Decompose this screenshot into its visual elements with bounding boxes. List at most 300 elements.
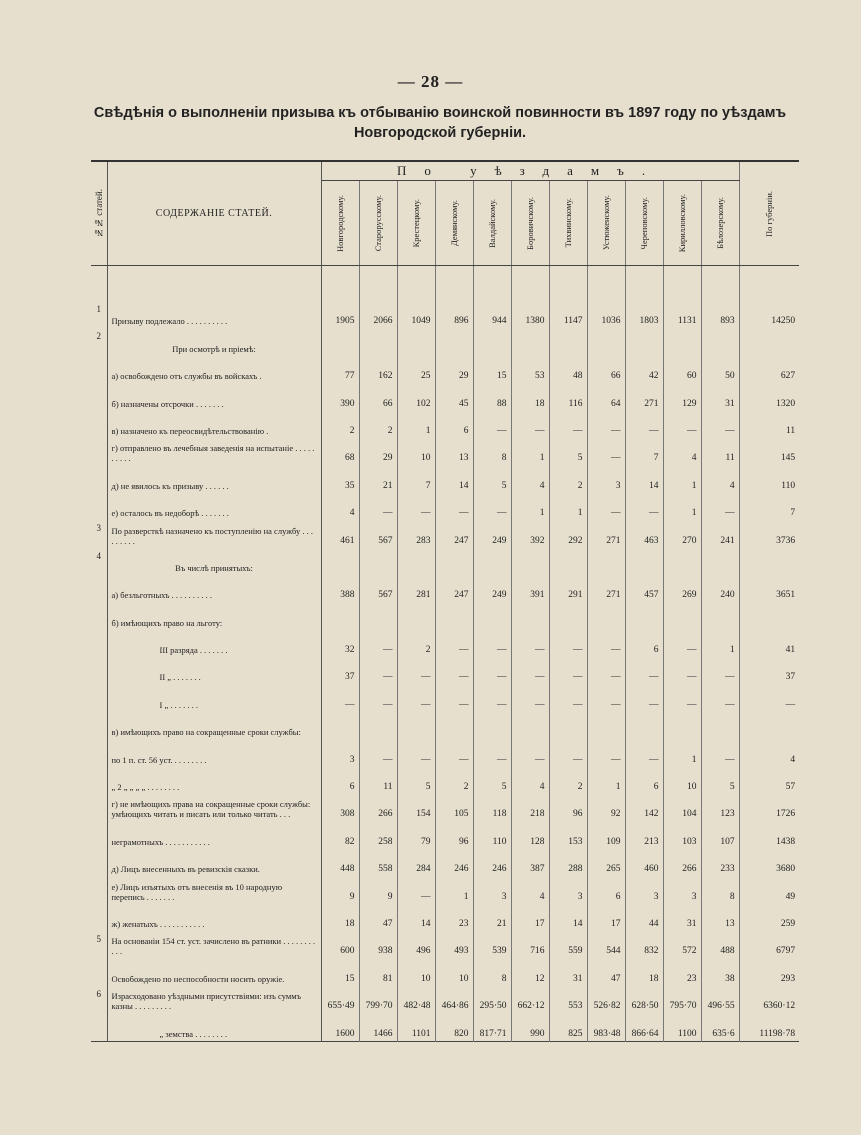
table-cell: 105 (435, 794, 473, 821)
table-cell: 983·48 (587, 1013, 625, 1041)
table-cell: 266 (359, 794, 397, 821)
table-cell: 10 (397, 958, 435, 985)
table-cell: — (549, 657, 587, 684)
table-cell: 567 (359, 575, 397, 602)
table-cell: 825 (549, 1013, 587, 1041)
table-row (91, 575, 799, 602)
table-row (91, 849, 799, 876)
row-label: I „ . . . . . . . (107, 684, 321, 711)
table-cell: 2 (321, 411, 359, 438)
table-cell: 6 (625, 630, 663, 657)
table-cell: 1036 (587, 301, 625, 328)
column-header: Старорусскому. (359, 181, 397, 266)
table-row (91, 411, 799, 438)
row-label: III разряда . . . . . . . (107, 630, 321, 657)
table-cell: 258 (359, 821, 397, 848)
table-cell: 10 (435, 958, 473, 985)
row-number: 6 (91, 986, 107, 1013)
table-cell (663, 548, 701, 575)
table-cell (701, 328, 739, 355)
row-label: по 1 п. ст. 56 уст. . . . . . . . . (107, 739, 321, 766)
table-cell (473, 712, 511, 739)
table-cell: 92 (587, 794, 625, 821)
table-cell: 392 (511, 520, 549, 547)
table-row (91, 821, 799, 848)
table-cell: 116 (549, 383, 587, 410)
spacer-row (91, 266, 799, 302)
table-cell: 1726 (776, 809, 796, 820)
table-cell: 118 (473, 794, 511, 821)
table-cell: 129 (663, 383, 701, 410)
table-cell: 213 (625, 821, 663, 848)
table-cell: 6 (587, 876, 625, 903)
table-cell: — (625, 739, 663, 766)
table-cell: 448 (321, 849, 359, 876)
table-cell: — (397, 684, 435, 711)
table-cell: 53 (511, 356, 549, 383)
table-row (91, 931, 799, 958)
table-cell: 6360·12 (763, 1001, 796, 1012)
table-cell: 17 (587, 904, 625, 931)
table-cell: 655·49 (321, 986, 359, 1013)
table-cell: — (321, 684, 359, 711)
table-cell: 8 (473, 438, 511, 465)
table-cell: 60 (663, 356, 701, 383)
row-label: Въ числѣ принятыхъ: (107, 548, 321, 575)
table-cell (663, 328, 701, 355)
table-cell: 14 (397, 904, 435, 931)
row-label: неграмотныхъ . . . . . . . . . . . (107, 821, 321, 848)
row-number (91, 958, 107, 985)
table-cell: 9 (321, 876, 359, 903)
table-cell: 64 (587, 383, 625, 410)
table-cell: 79 (397, 821, 435, 848)
column-header: Новгородскому. (321, 181, 359, 266)
table-cell (739, 712, 799, 739)
table-cell: 247 (435, 520, 473, 547)
row-number: 1 (91, 301, 107, 328)
table-cell: 457 (625, 575, 663, 602)
table-cell: 496 (397, 931, 435, 958)
table-cell: — (625, 493, 663, 520)
table-cell (397, 712, 435, 739)
table-cell: 37 (785, 672, 796, 683)
row-number (91, 411, 107, 438)
table-cell: — (397, 493, 435, 520)
table-cell: 387 (511, 849, 549, 876)
table-cell: 14250 (771, 316, 796, 327)
row-number (91, 904, 107, 931)
table-cell: 990 (511, 1013, 549, 1041)
table-cell: — (701, 657, 739, 684)
table-cell: 4 (511, 465, 549, 492)
table-cell: — (511, 684, 549, 711)
table-cell: — (359, 630, 397, 657)
row-label: На основаніи 154 ст. уст. зачислено въ ратники . . . . . . . . . . . (107, 931, 321, 958)
table-cell: — (359, 657, 397, 684)
table-cell: 15 (473, 356, 511, 383)
table-cell: 11 (359, 767, 397, 794)
table-cell (739, 548, 799, 575)
table-cell (625, 602, 663, 629)
table-cell: 247 (435, 575, 473, 602)
table-cell: 8 (473, 958, 511, 985)
table-cell: 66 (359, 383, 397, 410)
column-header: Боровичскому. (511, 181, 549, 266)
table-cell: 13 (435, 438, 473, 465)
table-cell: 938 (359, 931, 397, 958)
table-cell (435, 712, 473, 739)
table-cell: 283 (397, 520, 435, 547)
table-cell: 57 (785, 782, 796, 793)
table-cell: 123 (701, 794, 739, 821)
table-cell: 11 (701, 438, 739, 465)
table-row (91, 301, 799, 328)
table-cell: 1147 (549, 301, 587, 328)
table-row (91, 712, 799, 739)
content-header: СОДЕРЖАНІЕ СТАТЕЙ. (107, 161, 321, 266)
table-row (91, 657, 799, 684)
table-cell: 7 (397, 465, 435, 492)
table-cell: 893 (701, 301, 739, 328)
table-cell: 31 (549, 958, 587, 985)
table-cell: 10 (397, 438, 435, 465)
table-cell: — (359, 684, 397, 711)
table-cell: — (625, 411, 663, 438)
column-header: Тихвинскому. (549, 181, 587, 266)
table-cell: 4 (663, 438, 701, 465)
column-header: Валдайскому. (473, 181, 511, 266)
table-cell: 284 (397, 849, 435, 876)
row-number (91, 383, 107, 410)
table-cell: 896 (435, 301, 473, 328)
table-cell: 600 (321, 931, 359, 958)
row-number (91, 630, 107, 657)
table-cell: 496·55 (701, 986, 739, 1013)
table-cell (739, 602, 799, 629)
table-cell: — (473, 657, 511, 684)
column-header: Череповскому. (625, 181, 663, 266)
table-cell: 1380 (511, 301, 549, 328)
table-cell: 31 (663, 904, 701, 931)
table-cell: 18 (511, 383, 549, 410)
row-label: д) Лицъ внесенныхъ въ ревизскія сказки. (107, 849, 321, 876)
table-cell: 488 (701, 931, 739, 958)
table-row (91, 356, 799, 383)
table-row (91, 876, 799, 903)
num-header: №№ статей. (91, 161, 107, 266)
table-cell: 38 (701, 958, 739, 985)
row-number (91, 684, 107, 711)
table-cell: 42 (625, 356, 663, 383)
table-cell: — (511, 411, 549, 438)
table-cell (359, 328, 397, 355)
table-cell: 293 (780, 973, 796, 984)
table-cell: 1 (663, 739, 701, 766)
table-row (91, 438, 799, 465)
table-cell (625, 548, 663, 575)
table-cell: 4 (790, 754, 796, 765)
row-number (91, 767, 107, 794)
table-cell (473, 328, 511, 355)
table-cell (511, 602, 549, 629)
table-row (91, 767, 799, 794)
table-cell (701, 548, 739, 575)
table-cell: 2 (549, 465, 587, 492)
table-cell: — (587, 493, 625, 520)
table-cell: — (511, 630, 549, 657)
table-cell: 49 (785, 891, 796, 902)
table-cell: 493 (435, 931, 473, 958)
table-cell: — (549, 739, 587, 766)
table-cell: — (587, 739, 625, 766)
table-cell: 308 (321, 794, 359, 821)
table-cell: — (587, 438, 625, 465)
table-cell (511, 712, 549, 739)
table-cell: 5 (701, 767, 739, 794)
table-cell: 795·70 (663, 986, 701, 1013)
table-cell: 3 (587, 465, 625, 492)
table-cell: 281 (397, 575, 435, 602)
table-cell: 799·70 (359, 986, 397, 1013)
table-cell: 2066 (359, 301, 397, 328)
table-cell: 9 (359, 876, 397, 903)
table-cell: 96 (435, 821, 473, 848)
row-label: Призыву подлежало . . . . . . . . . . (107, 301, 321, 328)
table-cell: — (701, 739, 739, 766)
table-cell (549, 328, 587, 355)
table-cell: 553 (549, 986, 587, 1013)
table-cell (397, 328, 435, 355)
table-cell: 249 (473, 520, 511, 547)
table-row (91, 328, 799, 355)
row-label: „ земства . . . . . . . . (107, 1013, 321, 1041)
table-cell: 23 (663, 958, 701, 985)
table-cell: — (549, 630, 587, 657)
table-cell: — (511, 657, 549, 684)
table-cell: 5 (397, 767, 435, 794)
table-cell: 96 (549, 794, 587, 821)
column-header: Крестецкому. (397, 181, 435, 266)
table-cell: 6 (435, 411, 473, 438)
table-cell: 5 (473, 767, 511, 794)
row-label: По разверсткѣ назначено къ поступленію на службу . . . . . . . . . (107, 520, 321, 547)
table-cell: 544 (587, 931, 625, 958)
table-cell: 18 (321, 904, 359, 931)
table-cell: 246 (473, 849, 511, 876)
table-cell: 266 (663, 849, 701, 876)
table-cell: — (587, 411, 625, 438)
table-cell (359, 712, 397, 739)
table-cell: 154 (397, 794, 435, 821)
table-cell: 539 (473, 931, 511, 958)
table-cell (435, 548, 473, 575)
table-cell: 4 (701, 465, 739, 492)
table-cell: 66 (587, 356, 625, 383)
table-cell: 482·48 (397, 986, 435, 1013)
table-cell (587, 328, 625, 355)
table-cell: 1600 (321, 1013, 359, 1041)
table-cell: 1 (587, 767, 625, 794)
table-cell: 2 (549, 767, 587, 794)
title-line-1: Свѣдѣнія о выполненіи призыва къ отбыванію воинской повинности въ 1897 году по уѣздамъ (93, 105, 787, 121)
table-cell: 17 (511, 904, 549, 931)
table-cell: 31 (701, 383, 739, 410)
table-row (91, 958, 799, 985)
table-cell: 37 (321, 657, 359, 684)
table-cell: 145 (780, 453, 796, 464)
table-row (91, 493, 799, 520)
row-number (91, 821, 107, 848)
column-header: Устюженскому. (587, 181, 625, 266)
table-cell: 3736 (776, 535, 796, 546)
table-cell: 1 (663, 465, 701, 492)
table-cell: 21 (473, 904, 511, 931)
table-cell (473, 548, 511, 575)
table-cell (549, 712, 587, 739)
table-cell: 832 (625, 931, 663, 958)
table-cell: 820 (435, 1013, 473, 1041)
table-cell: — (397, 657, 435, 684)
table-cell (397, 602, 435, 629)
table-cell (587, 548, 625, 575)
table-cell: 460 (625, 849, 663, 876)
table-cell: — (473, 684, 511, 711)
table-cell: 110 (473, 821, 511, 848)
table-cell: 1803 (625, 301, 663, 328)
column-header: По губерніи. (739, 161, 799, 266)
table-cell: — (435, 493, 473, 520)
table-cell: — (701, 493, 739, 520)
table-cell: 81 (359, 958, 397, 985)
table-cell: 233 (701, 849, 739, 876)
table-cell: 11198·78 (759, 1028, 796, 1039)
table-cell: 270 (663, 520, 701, 547)
table-cell: 3 (663, 876, 701, 903)
table-cell (549, 602, 587, 629)
table-cell: 271 (625, 383, 663, 410)
table-cell: 249 (473, 575, 511, 602)
table-cell (359, 602, 397, 629)
table-cell: 559 (549, 931, 587, 958)
table-cell: 1905 (321, 301, 359, 328)
table-cell (435, 602, 473, 629)
table-cell: 50 (701, 356, 739, 383)
table-cell: 14 (435, 465, 473, 492)
table-cell (321, 548, 359, 575)
table-cell: 662·12 (511, 986, 549, 1013)
table-cell: — (511, 739, 549, 766)
table-cell: 45 (435, 383, 473, 410)
table-cell: — (587, 630, 625, 657)
table-cell: 47 (359, 904, 397, 931)
table-cell: 1438 (776, 836, 796, 847)
table-cell: 82 (321, 821, 359, 848)
table-cell: 110 (781, 480, 796, 491)
table-cell: 3 (549, 876, 587, 903)
table-cell: 1466 (359, 1013, 397, 1041)
table-cell: 241 (701, 520, 739, 547)
row-number (91, 739, 107, 766)
table-cell: 1101 (397, 1013, 435, 1041)
column-header: Кирилловскому. (663, 181, 701, 266)
table-cell: 35 (321, 465, 359, 492)
table-cell: 3680 (776, 864, 796, 875)
row-label: Израсходовано уѣздными присутствіями: изъ суммъ казны . . . . . . . . . (107, 986, 321, 1013)
table-cell: 259 (780, 918, 796, 929)
table-cell: 103 (663, 821, 701, 848)
table-cell (701, 712, 739, 739)
table-cell: 8 (701, 876, 739, 903)
table-cell: 68 (321, 438, 359, 465)
row-number (91, 1013, 107, 1041)
table-cell: 21 (359, 465, 397, 492)
table-cell: 627 (780, 371, 796, 382)
table-cell: 15 (321, 958, 359, 985)
table-cell: 292 (549, 520, 587, 547)
table-cell: 2 (359, 411, 397, 438)
table-cell: 572 (663, 931, 701, 958)
table-cell (625, 328, 663, 355)
row-number (91, 575, 107, 602)
row-number (91, 712, 107, 739)
table-cell: 77 (321, 356, 359, 383)
table-cell: 41 (785, 645, 796, 656)
table-cell: 2 (435, 767, 473, 794)
table-cell: 817·71 (473, 1013, 511, 1041)
table-cell: — (435, 657, 473, 684)
table-cell: 3 (473, 876, 511, 903)
table-cell: 5 (473, 465, 511, 492)
table-row (91, 1013, 799, 1041)
row-label: г) отправлено въ лечебныя заведенія на испытаніе . . . . . . . . . . (107, 438, 321, 465)
row-label: б) имѣющихъ право на льготу: (107, 602, 321, 629)
table-cell: 271 (587, 575, 625, 602)
table-cell (321, 602, 359, 629)
table-cell (587, 712, 625, 739)
table-cell: 558 (359, 849, 397, 876)
row-number (91, 438, 107, 465)
table-cell: 4 (511, 767, 549, 794)
row-label: Освобождено по неспособности носить оружіе. (107, 958, 321, 985)
table-cell: — (701, 411, 739, 438)
row-number (91, 356, 107, 383)
table-cell: 526·82 (587, 986, 625, 1013)
row-label: ж) женатыхъ . . . . . . . . . . . (107, 904, 321, 931)
row-label: е) Лицъ изъятыхъ отъ внесенія въ 10 народную перепись . . . . . . . (107, 876, 321, 903)
table-cell (473, 602, 511, 629)
row-label: г) не имѣющихъ права на сокращенные сроки службы: умѣющихъ читать и писать или только читать . . . (107, 794, 321, 821)
table-cell: — (473, 739, 511, 766)
table-row (91, 630, 799, 657)
table-cell: 1 (397, 411, 435, 438)
table-cell: 388 (321, 575, 359, 602)
table-cell: 269 (663, 575, 701, 602)
table-cell: 866·64 (625, 1013, 663, 1041)
row-number (91, 602, 107, 629)
table-cell: — (359, 739, 397, 766)
row-number (91, 493, 107, 520)
table-cell: — (625, 684, 663, 711)
row-number (91, 794, 107, 821)
table-cell: — (473, 411, 511, 438)
table-cell (321, 328, 359, 355)
table-cell: 14 (549, 904, 587, 931)
table-cell: 1049 (397, 301, 435, 328)
group-header: По уѣздамъ. (321, 161, 739, 181)
table-cell: 88 (473, 383, 511, 410)
table-cell: 11 (785, 425, 796, 436)
